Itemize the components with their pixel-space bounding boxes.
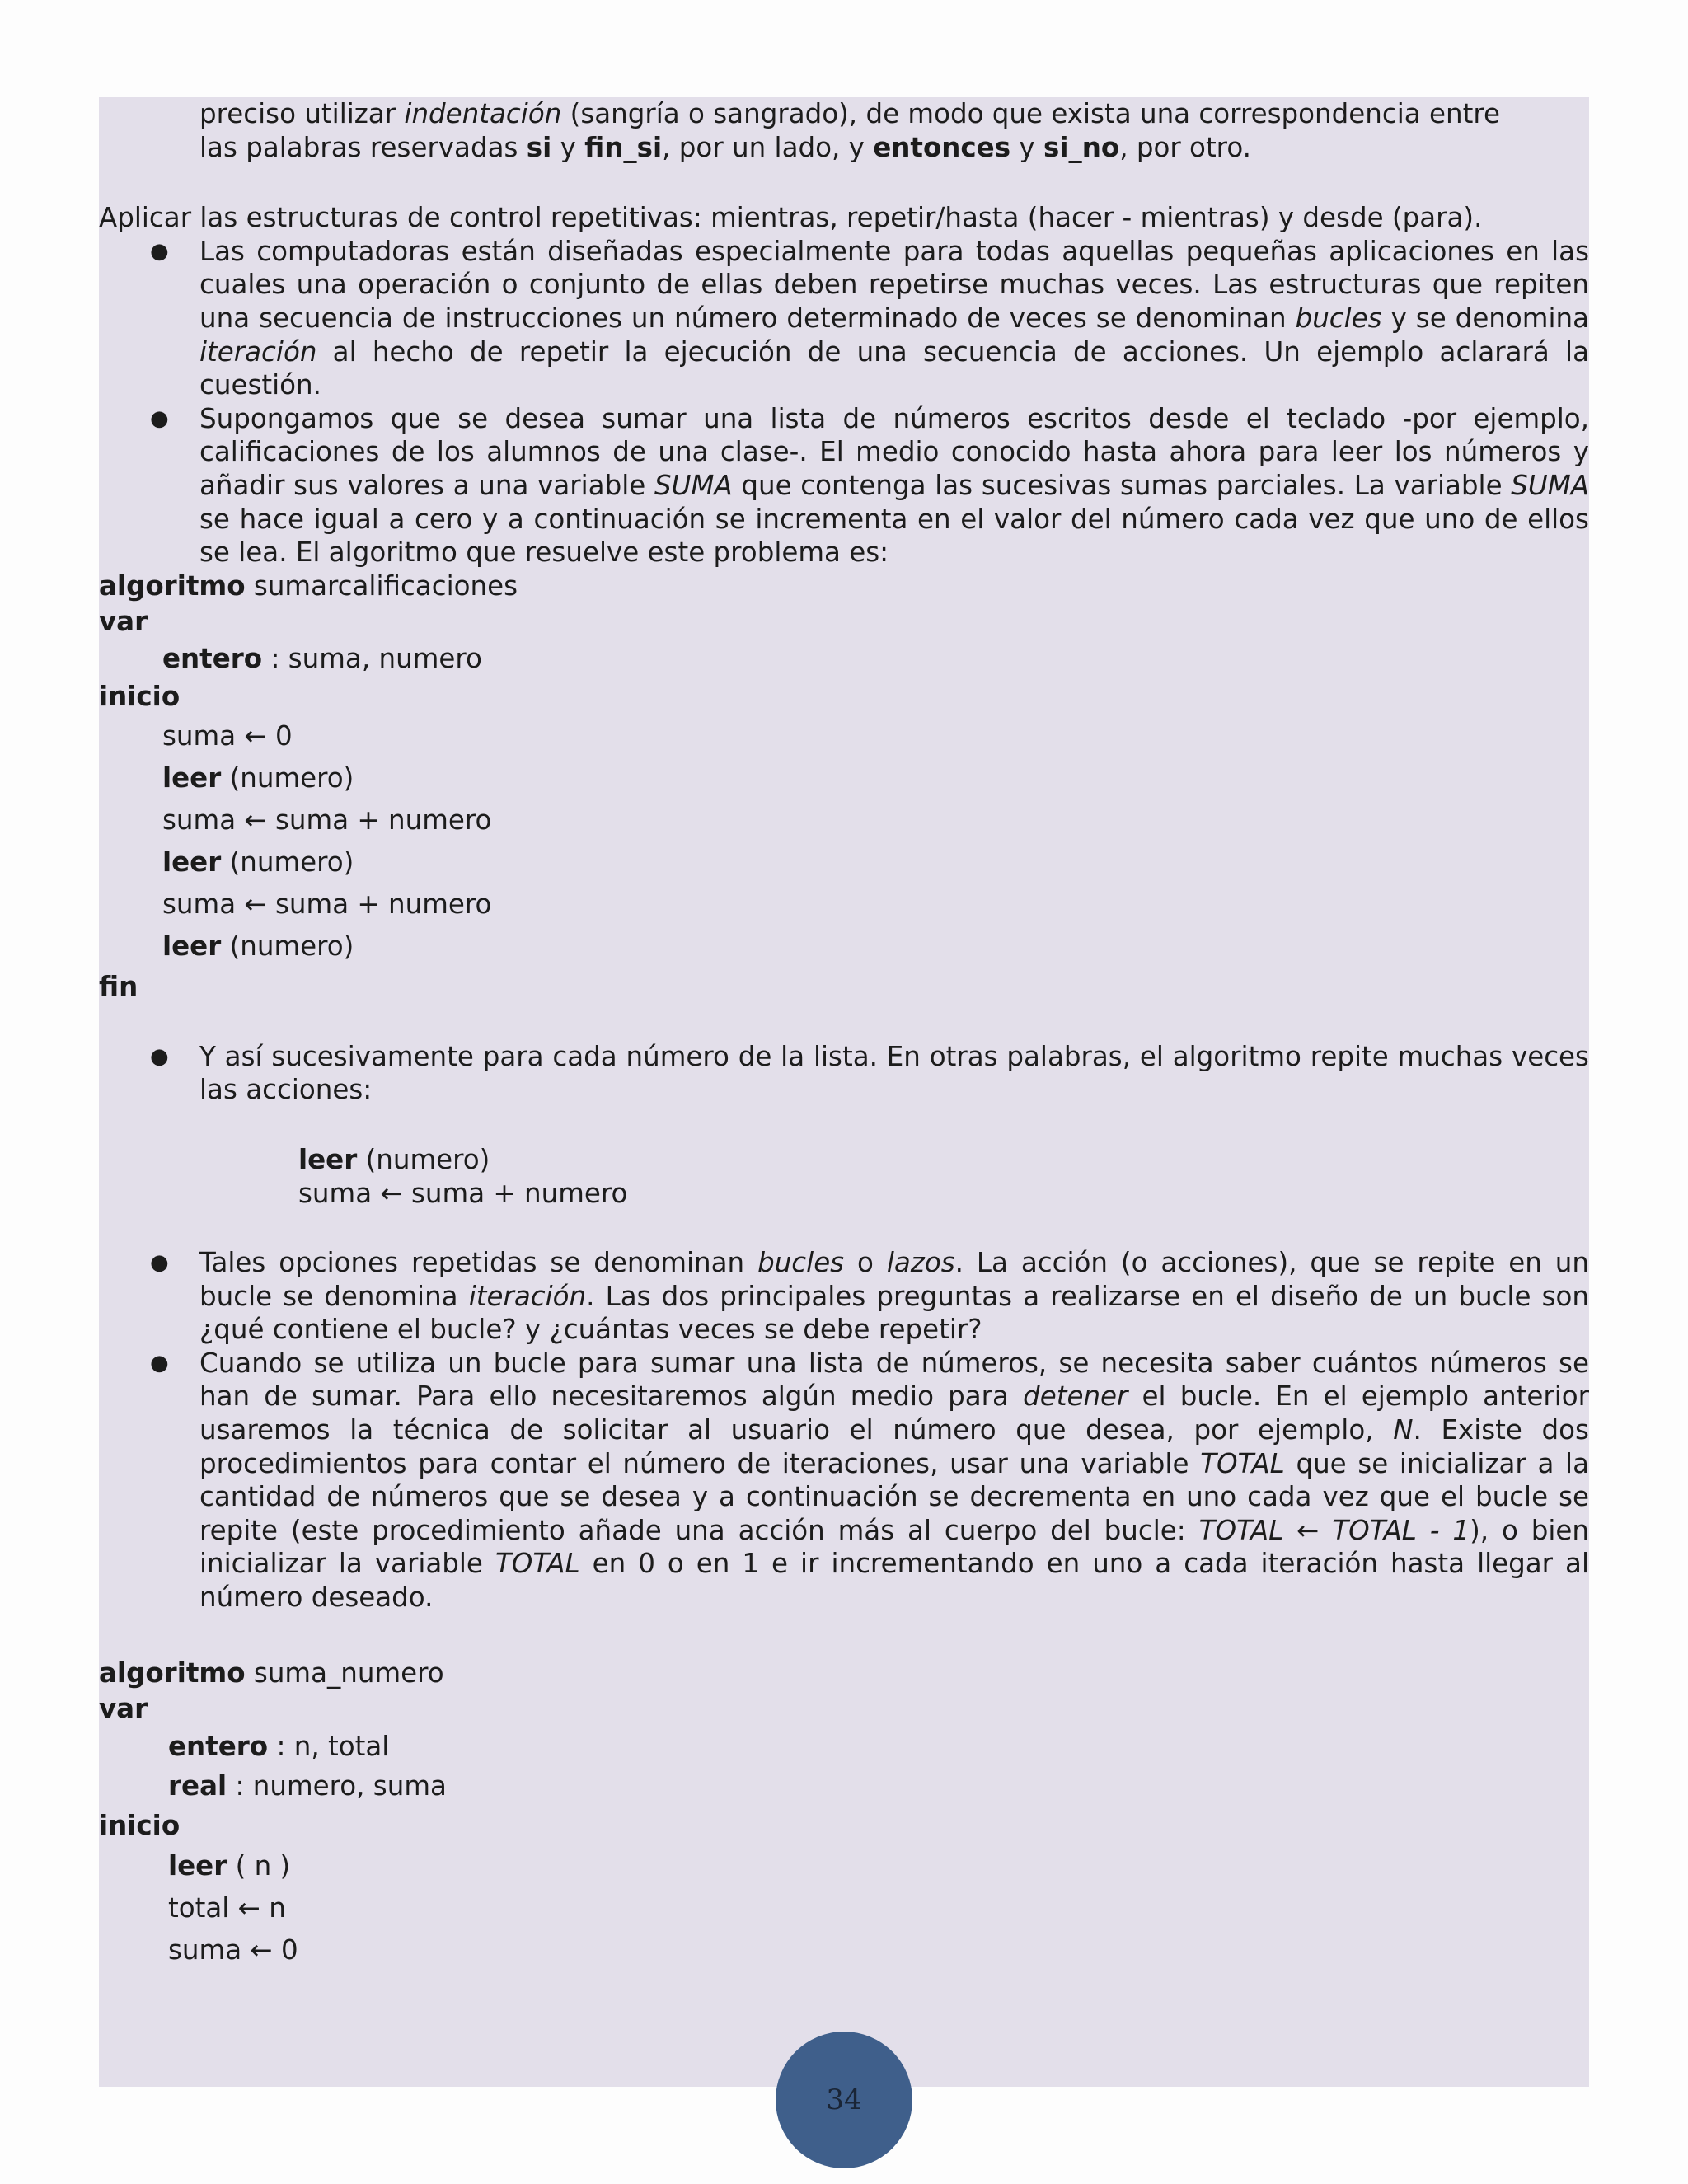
text-run: ), o bien inicializar la variable xyxy=(199,1514,1590,1580)
keyword: leer xyxy=(162,930,222,962)
keyword: algoritmo xyxy=(99,1657,246,1689)
keyword: var xyxy=(99,605,148,637)
text-run: y xyxy=(551,131,585,163)
declaration-line xyxy=(99,1727,1589,1767)
italic-term: SUMA xyxy=(654,469,733,501)
italic-term: TOTAL xyxy=(495,1548,580,1580)
text-run: en 0 o en 1 e ir incrementando en uno a cada iteración hasta llegar al número deseado. xyxy=(199,1548,1589,1614)
text-run: : numero, suma xyxy=(227,1769,447,1802)
text-run: Tales opciones repetidas se denominan xyxy=(199,1247,758,1279)
keyword: leer xyxy=(162,762,222,794)
italic-term: iteración xyxy=(199,335,317,368)
code-line: suma ← 0 xyxy=(168,1933,298,1966)
italic-term: TOTAL xyxy=(1200,1447,1285,1479)
text-run: (numero) xyxy=(221,762,354,794)
text-run: . Existe dos procedimientos para contar el número de iteraciones, usar una variable xyxy=(199,1414,1589,1479)
keyword: leer xyxy=(168,1849,227,1882)
bullet-dot-icon: ● xyxy=(150,1043,169,1069)
keyword: algoritmo xyxy=(99,569,246,602)
keyword: fin_si xyxy=(584,131,663,163)
algorithm-block-1 xyxy=(99,568,1589,1005)
text-run: Cuando se utiliza un bucle para sumar una lista de números, se necesita saber cuántos números se han de sumar. Para ello necesitaremos algún medio para xyxy=(199,1347,1589,1413)
text-run: que contenga las sucesivas sumas parciales. La variable xyxy=(732,469,1512,501)
text-run: al hecho de repetir la ejecución de una secuencia de acciones. Un ejemplo aclarará la cuestión. xyxy=(199,335,1589,401)
var-keyword xyxy=(99,1690,1589,1727)
text-run: (numero) xyxy=(221,930,354,962)
text-run: , por otro. xyxy=(1119,131,1251,163)
code-line xyxy=(298,1143,1589,1177)
algorithm-header xyxy=(99,568,1589,604)
italic-term: detener xyxy=(1023,1380,1128,1413)
algorithm-header xyxy=(99,1656,1589,1690)
italic-term: iteración xyxy=(468,1280,587,1312)
keyword: inicio xyxy=(99,680,181,712)
algorithm-name: sumarcalificaciones xyxy=(245,569,518,602)
keyword: si_no xyxy=(1043,131,1120,163)
text-run: . Las dos principales preguntas a realizarse en el diseño de un bucle son ¿qué contiene el bucle? y ¿cuántas veces se debe repetir? xyxy=(199,1280,1589,1346)
text-run: que se inicializar a la cantidad de números que se desea y a continuación se decrementa en uno cada vez que el bucle se repite (este procedimiento añade una acción más al cuerpo del bucle: xyxy=(199,1447,1589,1546)
var-keyword xyxy=(99,604,1589,640)
text-run: y se denomina xyxy=(1381,302,1589,334)
declaration-line xyxy=(99,640,1589,677)
text-run: (sangría o sangrado), de modo que exista una correspondencia entre xyxy=(561,98,1500,129)
text-run: o xyxy=(844,1247,887,1279)
code-line: suma ← suma + numero xyxy=(298,1177,628,1209)
bullet-dot-icon: ● xyxy=(150,1250,169,1276)
page-number-badge xyxy=(776,2032,912,2168)
italic-term: lazos xyxy=(886,1247,955,1279)
code-line: total ← n xyxy=(168,1891,286,1924)
declaration-line xyxy=(99,1767,1589,1806)
code-line: suma ← 0 xyxy=(162,719,293,752)
keyword: fin xyxy=(99,970,138,1002)
code-line xyxy=(99,926,1589,968)
text-run: , por un lado, y xyxy=(662,131,874,163)
text-run: ( n ) xyxy=(227,1849,291,1882)
keyword: entero xyxy=(168,1730,269,1762)
inicio-keyword xyxy=(99,1806,1589,1845)
bullet-item xyxy=(99,1040,1589,1107)
page-number: 34 xyxy=(826,2083,862,2116)
bullet-item xyxy=(99,402,1589,569)
keyword: entero xyxy=(162,642,263,674)
code-line: suma ← suma + numero xyxy=(162,888,492,920)
code-line xyxy=(99,841,1589,883)
text-run: Las computadoras están diseñadas especialmente para todas aquellas pequeñas aplicaciones en las cuales una operación o conjunto de ellas deben repetirse muchas veces. Las estructuras que repiten una secuencia de instrucciones un número determinado de veces se denominan xyxy=(199,235,1589,334)
keyword: entonces xyxy=(873,131,1011,163)
keyword: var xyxy=(99,1692,148,1724)
intro-paragraph xyxy=(99,97,1589,164)
text-run: : suma, numero xyxy=(262,642,482,674)
fin-keyword xyxy=(99,968,1589,1005)
italic-term: TOTAL ← TOTAL - 1 xyxy=(1198,1514,1470,1546)
italic-term: bucles xyxy=(1295,302,1382,334)
keyword: leer xyxy=(162,846,222,878)
bullet-dot-icon: ● xyxy=(150,1350,169,1376)
algorithm-block-2 xyxy=(99,1656,1589,1971)
document-content xyxy=(99,97,1589,1971)
text-run: . La acción (o acciones), que se repite en un bucle se denomina xyxy=(199,1247,1589,1312)
bullet-item xyxy=(99,1246,1589,1347)
repeated-actions-snippet xyxy=(99,1143,1589,1210)
inicio-keyword xyxy=(99,677,1589,715)
text-run: : n, total xyxy=(268,1730,390,1762)
text-run: Y así sucesivamente para cada número de la lista. En otras palabras, el algoritmo repite muchas veces las acciones: xyxy=(199,1040,1589,1106)
code-line xyxy=(99,757,1589,799)
keyword: leer xyxy=(298,1143,358,1175)
section-heading: Aplicar las estructuras de control repetitivas: mientras, repetir/hasta (hacer - mientras) y desde (para). xyxy=(99,202,1483,234)
text-run: (numero) xyxy=(357,1143,490,1175)
code-line: suma ← suma + numero xyxy=(162,804,492,836)
text-run: y xyxy=(1010,131,1043,163)
text-run: preciso utilizar xyxy=(199,98,405,129)
italic-term: SUMA xyxy=(1511,469,1589,501)
bullet-item xyxy=(99,1347,1589,1615)
keyword: real xyxy=(168,1769,227,1802)
bullet-dot-icon: ● xyxy=(150,238,169,264)
text-run: se hace igual a cero y a continuación se incrementa en el valor del número cada vez que uno de ellos se lea. El algoritmo que resuelve este problema es: xyxy=(199,503,1589,569)
text-run: el bucle. En el ejemplo anterior usaremos la técnica de solicitar al usuario el número que desea, por ejemplo, xyxy=(199,1380,1589,1446)
text-run: (numero) xyxy=(221,846,354,878)
bullet-dot-icon: ● xyxy=(150,405,169,431)
text-run: las palabras reservadas xyxy=(199,131,527,163)
intro-line-1 xyxy=(199,97,1589,131)
keyword: inicio xyxy=(99,1809,181,1841)
algorithm-name: suma_numero xyxy=(245,1657,444,1689)
intro-line-2 xyxy=(199,131,1589,165)
text-run: Supongamos que se desea sumar una lista de números escritos desde el teclado -por ejemplo, calificaciones de los alumnos de una clase-. El medio conocido hasta ahora para leer los números y añadir sus valores a una variable xyxy=(199,402,1589,501)
italic-term: indentación xyxy=(404,98,562,129)
code-line xyxy=(99,1845,1589,1887)
bullet-item xyxy=(99,235,1589,402)
keyword: si xyxy=(526,131,552,163)
italic-term: bucles xyxy=(757,1247,845,1279)
italic-term: N xyxy=(1393,1414,1414,1446)
